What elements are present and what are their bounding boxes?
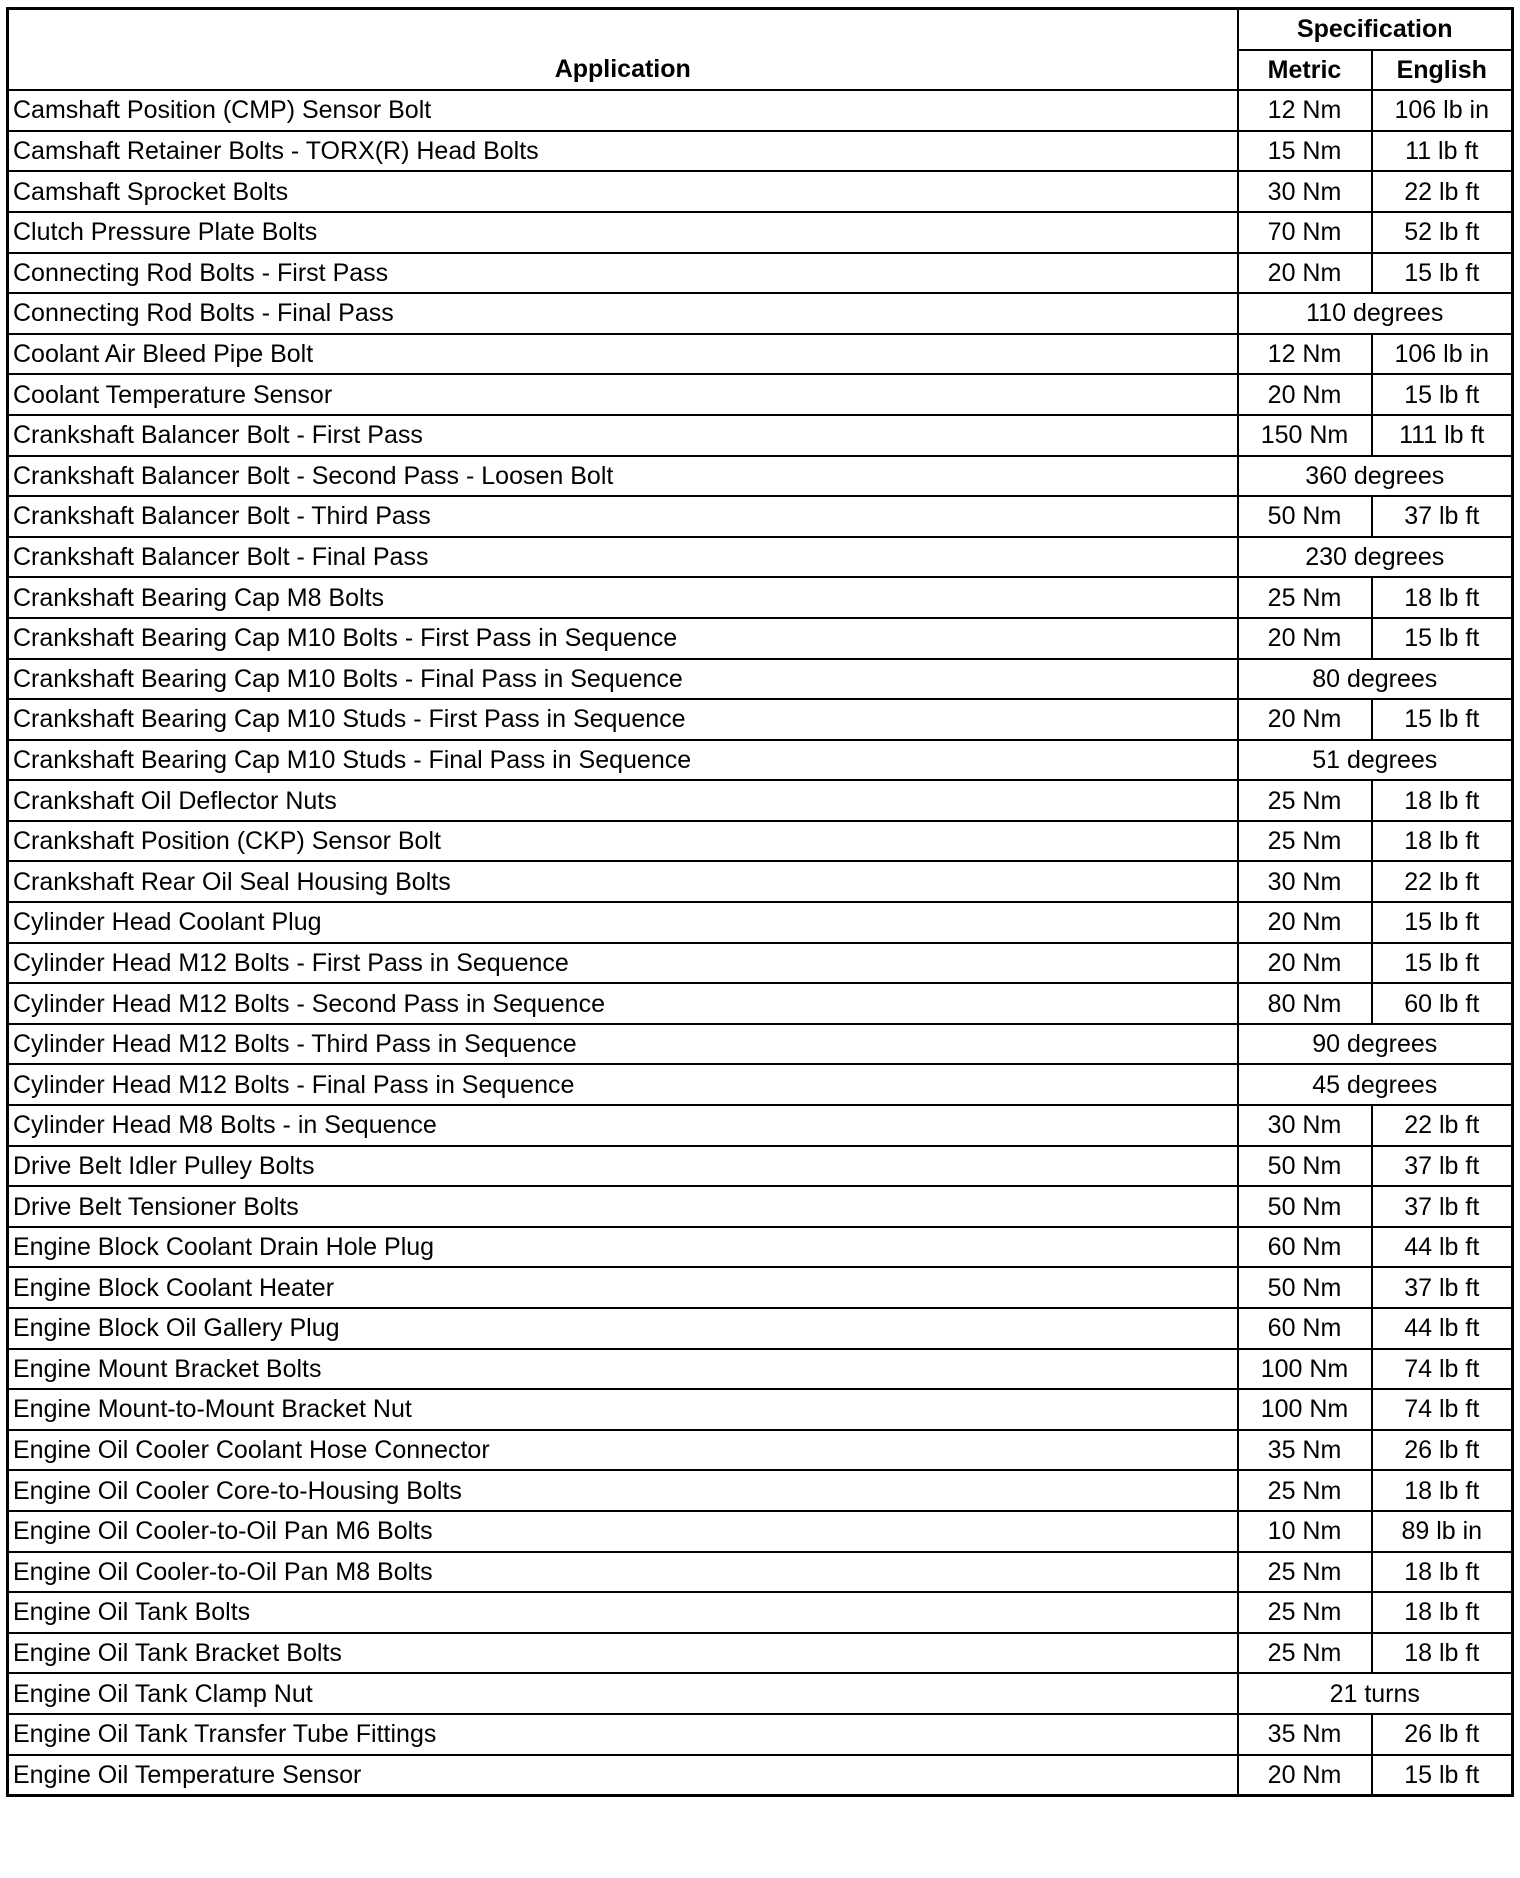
table-row bbox=[8, 212, 1513, 253]
metric-cell: 30 Nm bbox=[1238, 1105, 1372, 1146]
metric-cell: 20 Nm bbox=[1238, 618, 1372, 659]
table-row bbox=[8, 90, 1513, 131]
table-row bbox=[8, 861, 1513, 902]
english-cell: 18 lb ft bbox=[1372, 821, 1513, 862]
table-row bbox=[8, 415, 1513, 456]
metric-cell: 10 Nm bbox=[1238, 1511, 1372, 1552]
table-row bbox=[8, 456, 1513, 497]
table-row bbox=[8, 821, 1513, 862]
table-row bbox=[8, 1186, 1513, 1227]
application-cell: Coolant Air Bleed Pipe Bolt bbox=[8, 334, 1238, 375]
english-cell: 106 lb in bbox=[1372, 334, 1513, 375]
table-row bbox=[8, 1673, 1513, 1714]
table-row bbox=[8, 334, 1513, 375]
metric-header: Metric bbox=[1238, 50, 1372, 91]
english-cell: 37 lb ft bbox=[1372, 1146, 1513, 1187]
english-cell: 44 lb ft bbox=[1372, 1308, 1513, 1349]
table-row bbox=[8, 740, 1513, 781]
table-row bbox=[8, 699, 1513, 740]
english-cell: 15 lb ft bbox=[1372, 699, 1513, 740]
english-cell: 111 lb ft bbox=[1372, 415, 1513, 456]
table-row bbox=[8, 943, 1513, 984]
english-cell: 18 lb ft bbox=[1372, 1470, 1513, 1511]
table-row bbox=[8, 1592, 1513, 1633]
english-cell: 18 lb ft bbox=[1372, 1633, 1513, 1674]
application-cell: Engine Oil Cooler Coolant Hose Connector bbox=[8, 1430, 1238, 1471]
english-cell: 18 lb ft bbox=[1372, 780, 1513, 821]
application-cell: Engine Oil Tank Bracket Bolts bbox=[8, 1633, 1238, 1674]
combined-spec-cell: 21 turns bbox=[1238, 1673, 1513, 1714]
application-cell: Crankshaft Oil Deflector Nuts bbox=[8, 780, 1238, 821]
combined-spec-cell: 230 degrees bbox=[1238, 537, 1513, 578]
application-cell: Engine Oil Cooler Core-to-Housing Bolts bbox=[8, 1470, 1238, 1511]
application-cell: Crankshaft Rear Oil Seal Housing Bolts bbox=[8, 861, 1238, 902]
table-row bbox=[8, 1227, 1513, 1268]
metric-cell: 25 Nm bbox=[1238, 1552, 1372, 1593]
torque-spec-table bbox=[6, 7, 1514, 1797]
metric-cell: 20 Nm bbox=[1238, 943, 1372, 984]
table-row bbox=[8, 1470, 1513, 1511]
english-cell: 18 lb ft bbox=[1372, 1552, 1513, 1593]
english-cell: 22 lb ft bbox=[1372, 171, 1513, 212]
table-row bbox=[8, 1389, 1513, 1430]
table-row bbox=[8, 577, 1513, 618]
table-row bbox=[8, 983, 1513, 1024]
metric-cell: 60 Nm bbox=[1238, 1308, 1372, 1349]
english-cell: 26 lb ft bbox=[1372, 1430, 1513, 1471]
metric-cell: 70 Nm bbox=[1238, 212, 1372, 253]
table-header bbox=[8, 9, 1513, 91]
table-row bbox=[8, 131, 1513, 172]
application-cell: Engine Oil Cooler-to-Oil Pan M6 Bolts bbox=[8, 1511, 1238, 1552]
table-row bbox=[8, 1430, 1513, 1471]
table-row bbox=[8, 902, 1513, 943]
table-row bbox=[8, 537, 1513, 578]
english-cell: 18 lb ft bbox=[1372, 1592, 1513, 1633]
metric-cell: 35 Nm bbox=[1238, 1430, 1372, 1471]
application-cell: Engine Mount Bracket Bolts bbox=[8, 1349, 1238, 1390]
english-cell: 15 lb ft bbox=[1372, 253, 1513, 294]
english-cell: 15 lb ft bbox=[1372, 1755, 1513, 1796]
application-cell: Cylinder Head M12 Bolts - Final Pass in Sequence bbox=[8, 1064, 1238, 1105]
application-cell: Connecting Rod Bolts - First Pass bbox=[8, 253, 1238, 294]
application-cell: Engine Block Oil Gallery Plug bbox=[8, 1308, 1238, 1349]
metric-cell: 12 Nm bbox=[1238, 334, 1372, 375]
application-cell: Engine Oil Tank Bolts bbox=[8, 1592, 1238, 1633]
english-cell: 74 lb ft bbox=[1372, 1389, 1513, 1430]
table-row bbox=[8, 1349, 1513, 1390]
table-row bbox=[8, 618, 1513, 659]
english-cell: 26 lb ft bbox=[1372, 1714, 1513, 1755]
table-row bbox=[8, 780, 1513, 821]
metric-cell: 60 Nm bbox=[1238, 1227, 1372, 1268]
table-row bbox=[8, 1064, 1513, 1105]
application-cell: Connecting Rod Bolts - Final Pass bbox=[8, 293, 1238, 334]
application-cell: Crankshaft Balancer Bolt - Third Pass bbox=[8, 496, 1238, 537]
application-cell: Cylinder Head M12 Bolts - Third Pass in Sequence bbox=[8, 1024, 1238, 1065]
table-row bbox=[8, 253, 1513, 294]
english-header: English bbox=[1372, 50, 1513, 91]
table-row bbox=[8, 1714, 1513, 1755]
application-cell: Crankshaft Bearing Cap M10 Studs - Final Pass in Sequence bbox=[8, 740, 1238, 781]
application-cell: Crankshaft Bearing Cap M10 Studs - First Pass in Sequence bbox=[8, 699, 1238, 740]
english-cell: 22 lb ft bbox=[1372, 861, 1513, 902]
table-row bbox=[8, 496, 1513, 537]
metric-cell: 20 Nm bbox=[1238, 1755, 1372, 1796]
application-header: Application bbox=[8, 9, 1238, 91]
metric-cell: 12 Nm bbox=[1238, 90, 1372, 131]
metric-cell: 15 Nm bbox=[1238, 131, 1372, 172]
application-cell: Crankshaft Balancer Bolt - Second Pass - Loosen Bolt bbox=[8, 456, 1238, 497]
table-row bbox=[8, 374, 1513, 415]
english-cell: 44 lb ft bbox=[1372, 1227, 1513, 1268]
application-cell: Cylinder Head M12 Bolts - First Pass in Sequence bbox=[8, 943, 1238, 984]
application-cell: Crankshaft Bearing Cap M10 Bolts - Final Pass in Sequence bbox=[8, 659, 1238, 700]
combined-spec-cell: 110 degrees bbox=[1238, 293, 1513, 334]
application-cell: Crankshaft Position (CKP) Sensor Bolt bbox=[8, 821, 1238, 862]
english-cell: 15 lb ft bbox=[1372, 902, 1513, 943]
specification-header: Specification bbox=[1238, 9, 1513, 50]
metric-cell: 80 Nm bbox=[1238, 983, 1372, 1024]
application-cell: Engine Mount-to-Mount Bracket Nut bbox=[8, 1389, 1238, 1430]
metric-cell: 100 Nm bbox=[1238, 1389, 1372, 1430]
table-row bbox=[8, 1024, 1513, 1065]
application-cell: Cylinder Head M8 Bolts - in Sequence bbox=[8, 1105, 1238, 1146]
metric-cell: 100 Nm bbox=[1238, 1349, 1372, 1390]
english-cell: 37 lb ft bbox=[1372, 1267, 1513, 1308]
table-row bbox=[8, 1267, 1513, 1308]
table-row bbox=[8, 1105, 1513, 1146]
metric-cell: 150 Nm bbox=[1238, 415, 1372, 456]
application-cell: Drive Belt Tensioner Bolts bbox=[8, 1186, 1238, 1227]
application-cell: Engine Oil Tank Clamp Nut bbox=[8, 1673, 1238, 1714]
english-cell: 15 lb ft bbox=[1372, 374, 1513, 415]
table-row bbox=[8, 1511, 1513, 1552]
english-cell: 106 lb in bbox=[1372, 90, 1513, 131]
english-cell: 15 lb ft bbox=[1372, 943, 1513, 984]
metric-cell: 20 Nm bbox=[1238, 253, 1372, 294]
english-cell: 52 lb ft bbox=[1372, 212, 1513, 253]
application-cell: Drive Belt Idler Pulley Bolts bbox=[8, 1146, 1238, 1187]
table-body bbox=[8, 90, 1513, 1795]
table-row bbox=[8, 1633, 1513, 1674]
application-cell: Crankshaft Bearing Cap M10 Bolts - First Pass in Sequence bbox=[8, 618, 1238, 659]
metric-cell: 50 Nm bbox=[1238, 1146, 1372, 1187]
application-cell: Camshaft Retainer Bolts - TORX(R) Head Bolts bbox=[8, 131, 1238, 172]
table-row bbox=[8, 171, 1513, 212]
application-cell: Crankshaft Balancer Bolt - First Pass bbox=[8, 415, 1238, 456]
metric-cell: 20 Nm bbox=[1238, 374, 1372, 415]
application-cell: Coolant Temperature Sensor bbox=[8, 374, 1238, 415]
application-cell: Camshaft Sprocket Bolts bbox=[8, 171, 1238, 212]
application-cell: Engine Oil Temperature Sensor bbox=[8, 1755, 1238, 1796]
application-cell: Crankshaft Balancer Bolt - Final Pass bbox=[8, 537, 1238, 578]
application-cell: Engine Oil Tank Transfer Tube Fittings bbox=[8, 1714, 1238, 1755]
application-cell: Engine Block Coolant Drain Hole Plug bbox=[8, 1227, 1238, 1268]
metric-cell: 50 Nm bbox=[1238, 496, 1372, 537]
combined-spec-cell: 45 degrees bbox=[1238, 1064, 1513, 1105]
combined-spec-cell: 90 degrees bbox=[1238, 1024, 1513, 1065]
table-row bbox=[8, 1146, 1513, 1187]
application-cell: Engine Block Coolant Heater bbox=[8, 1267, 1238, 1308]
english-cell: 18 lb ft bbox=[1372, 577, 1513, 618]
english-cell: 15 lb ft bbox=[1372, 618, 1513, 659]
metric-cell: 25 Nm bbox=[1238, 1470, 1372, 1511]
metric-cell: 20 Nm bbox=[1238, 902, 1372, 943]
metric-cell: 25 Nm bbox=[1238, 577, 1372, 618]
metric-cell: 30 Nm bbox=[1238, 861, 1372, 902]
application-cell: Camshaft Position (CMP) Sensor Bolt bbox=[8, 90, 1238, 131]
application-cell: Cylinder Head Coolant Plug bbox=[8, 902, 1238, 943]
english-cell: 74 lb ft bbox=[1372, 1349, 1513, 1390]
combined-spec-cell: 51 degrees bbox=[1238, 740, 1513, 781]
metric-cell: 25 Nm bbox=[1238, 821, 1372, 862]
table-row bbox=[8, 293, 1513, 334]
english-cell: 22 lb ft bbox=[1372, 1105, 1513, 1146]
english-cell: 37 lb ft bbox=[1372, 496, 1513, 537]
metric-cell: 20 Nm bbox=[1238, 699, 1372, 740]
header-row-top bbox=[8, 9, 1513, 50]
application-cell: Clutch Pressure Plate Bolts bbox=[8, 212, 1238, 253]
metric-cell: 25 Nm bbox=[1238, 1633, 1372, 1674]
english-cell: 11 lb ft bbox=[1372, 131, 1513, 172]
english-cell: 89 lb in bbox=[1372, 1511, 1513, 1552]
application-cell: Cylinder Head M12 Bolts - Second Pass in Sequence bbox=[8, 983, 1238, 1024]
table-row bbox=[8, 1755, 1513, 1796]
english-cell: 37 lb ft bbox=[1372, 1186, 1513, 1227]
application-cell: Crankshaft Bearing Cap M8 Bolts bbox=[8, 577, 1238, 618]
metric-cell: 30 Nm bbox=[1238, 171, 1372, 212]
table-row bbox=[8, 659, 1513, 700]
metric-cell: 50 Nm bbox=[1238, 1267, 1372, 1308]
metric-cell: 50 Nm bbox=[1238, 1186, 1372, 1227]
combined-spec-cell: 80 degrees bbox=[1238, 659, 1513, 700]
application-cell: Engine Oil Cooler-to-Oil Pan M8 Bolts bbox=[8, 1552, 1238, 1593]
metric-cell: 35 Nm bbox=[1238, 1714, 1372, 1755]
english-cell: 60 lb ft bbox=[1372, 983, 1513, 1024]
table-row bbox=[8, 1552, 1513, 1593]
metric-cell: 25 Nm bbox=[1238, 780, 1372, 821]
combined-spec-cell: 360 degrees bbox=[1238, 456, 1513, 497]
metric-cell: 25 Nm bbox=[1238, 1592, 1372, 1633]
table-row bbox=[8, 1308, 1513, 1349]
